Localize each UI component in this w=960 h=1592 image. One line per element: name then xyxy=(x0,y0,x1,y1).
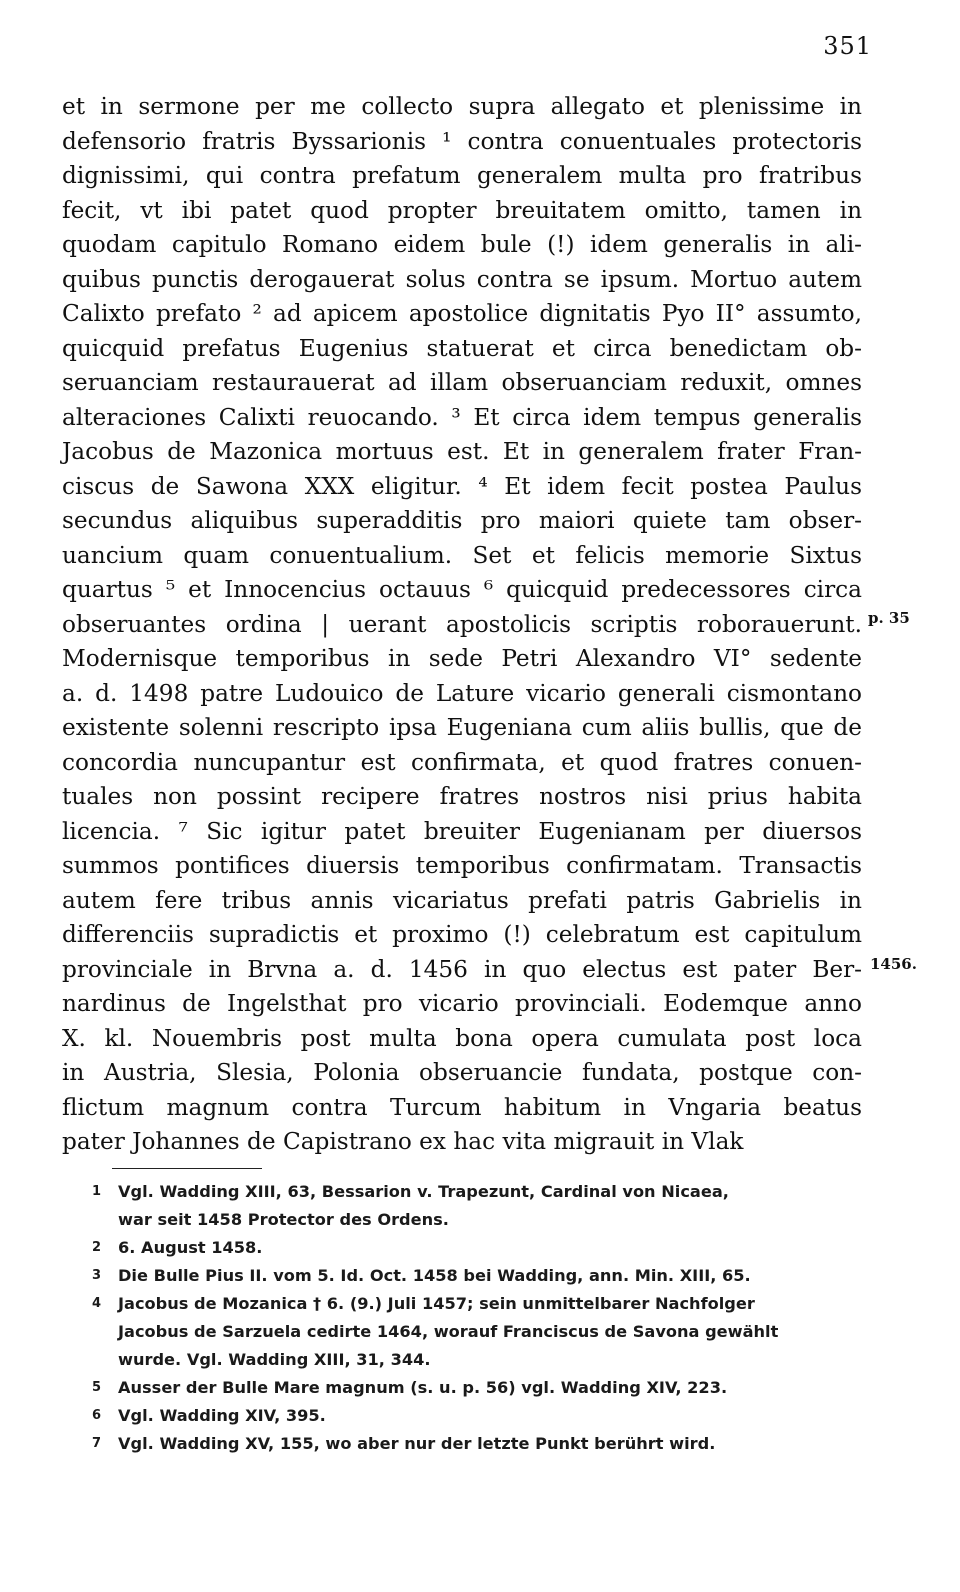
footnote-2 xyxy=(92,1234,872,1262)
footnote-text: Ausser der Bulle Mare magnum (s. u. p. 56) vgl. Wadding XIV, 223. xyxy=(118,1378,728,1397)
footnote-5 xyxy=(92,1374,872,1402)
margin-year-note: 1456. xyxy=(870,955,917,973)
text-line: tuales non possint recipere fratres nostros nisi prius habita xyxy=(62,783,862,810)
footnote-text: 6. August 1458. xyxy=(118,1238,263,1257)
text-line: quibus punctis derogauerat solus contra se ipsum. Mortuo autem xyxy=(62,265,862,293)
text-line: summos pontifices diuersis temporibus confirmatam. Transactis xyxy=(62,852,862,879)
text-line: quartus ⁵ et Innocencius octauus ⁶ quicquid predecessores circa xyxy=(62,576,862,603)
text-line: alteraciones Calixti reuocando. ³ Et circa idem tempus generalis xyxy=(62,403,862,431)
text-line: defensorio fratris Byssarionis ¹ contra conuentuales protectoris xyxy=(62,127,862,155)
footnote-number: 7 xyxy=(92,1436,102,1451)
text-line: uancium quam conuentualium. Set et felicis memorie Sixtus xyxy=(62,541,862,569)
footnote-7 xyxy=(92,1430,872,1458)
text-line: a. d. 1498 patre Ludouico de Lature vicario generali cismontano xyxy=(62,679,862,707)
footnote-text: Die Bulle Pius II. vom 5. Id. Oct. 1458 bei Wadding, ann. Min. XIII, 65. xyxy=(118,1266,751,1285)
footnote-4-continued: wurde. Vgl. Wadding XIII, 31, 344. xyxy=(118,1350,431,1369)
main-text-block xyxy=(62,90,862,1160)
text-line: nardinus de Ingelsthat pro vicario provinciali. Eodemque anno xyxy=(62,990,862,1017)
footnote-number: 3 xyxy=(92,1268,102,1283)
footnote-4-continued: Jacobus de Sarzuela cedirte 1464, worauf Franciscus de Savona gewählt xyxy=(118,1322,779,1341)
text-line: pater Johannes de Capistrano ex hac vita migrauit in Vlak xyxy=(62,1128,744,1155)
text-line: seruanciam restaurauerat ad illam obseruanciam reduxit, omnes xyxy=(62,369,862,396)
footnote-separator xyxy=(112,1168,262,1169)
margin-page-reference: p. 35 xyxy=(868,609,910,627)
footnote-text: Vgl. Wadding XIV, 395. xyxy=(118,1406,326,1425)
footnote-6 xyxy=(92,1402,872,1430)
footnote-4 xyxy=(92,1290,872,1318)
text-line: provinciale in Brvna a. d. 1456 in quo electus est pater Ber- xyxy=(62,955,862,983)
footnote-number: 5 xyxy=(92,1380,102,1395)
footnotes-block xyxy=(92,1178,872,1458)
text-line: concordia nuncupantur est confirmata, et quod fratres conuen- xyxy=(62,748,862,776)
footnote-text: Jacobus de Mozanica † 6. (9.) Juli 1457; sein unmittelbarer Nachfolger xyxy=(118,1294,755,1313)
text-line: quicquid prefatus Eugenius statuerat et circa benedictam ob- xyxy=(62,334,862,362)
page-number: 351 xyxy=(823,32,872,60)
footnote-3 xyxy=(92,1262,872,1290)
text-line: fecit, vt ibi patet quod propter breuitatem omitto, tamen in xyxy=(62,196,862,224)
text-line: Modernisque temporibus in sede Petri Alexandro VI° sedente xyxy=(62,645,862,672)
text-line: Calixto prefato ² ad apicem apostolice dignitatis Pyo II° assumto, xyxy=(62,300,862,327)
text-line: dignissimi, qui contra prefatum generalem multa pro fratribus xyxy=(62,162,862,189)
text-line: Jacobus de Mazonica mortuus est. Et in generalem frater Fran- xyxy=(62,438,862,465)
footnote-text: Vgl. Wadding XIII, 63, Bessarion v. Trapezunt, Cardinal von Nicaea, xyxy=(118,1182,729,1201)
text-line: differenciis supradictis et proximo (!) celebratum est capitulum xyxy=(62,921,862,948)
text-line: licencia. ⁷ Sic igitur patet breuiter Eugenianam per diuersos xyxy=(62,817,862,845)
text-line: et in sermone per me collecto supra allegato et plenissime in xyxy=(62,93,862,120)
footnote-number: 4 xyxy=(92,1296,102,1311)
text-line: X. kl. Nouembris post multa bona opera cumulata post loca xyxy=(62,1024,862,1052)
text-line: ciscus de Sawona XXX eligitur. ⁴ Et idem fecit postea Paulus xyxy=(62,472,862,500)
footnote-number: 2 xyxy=(92,1240,102,1255)
text-line: existente solenni rescripto ipsa Eugeniana cum aliis bullis, que de xyxy=(62,714,862,741)
text-line: quodam capitulo Romano eidem bule (!) idem generalis in ali- xyxy=(62,231,862,258)
text-line: secundus aliquibus superadditis pro maiori quiete tam obser- xyxy=(62,507,862,534)
footnote-1 xyxy=(92,1178,872,1206)
text-line: autem fere tribus annis vicariatus prefati patris Gabrielis in xyxy=(62,886,862,914)
footnote-text: Vgl. Wadding XV, 155, wo aber nur der letzte Punkt berührt wird. xyxy=(118,1434,716,1453)
text-line: in Austria, Slesia, Polonia obseruancie fundata, postque con- xyxy=(62,1059,862,1086)
text-line: obseruantes ordina | uerant apostolicis scriptis roborauerunt. xyxy=(62,610,862,638)
footnote-number: 6 xyxy=(92,1408,102,1423)
footnote-1-continued: war seit 1458 Protector des Ordens. xyxy=(118,1210,449,1229)
footnote-number: 1 xyxy=(92,1184,102,1199)
text-line: flictum magnum contra Turcum habitum in Vngaria beatus xyxy=(62,1093,862,1121)
